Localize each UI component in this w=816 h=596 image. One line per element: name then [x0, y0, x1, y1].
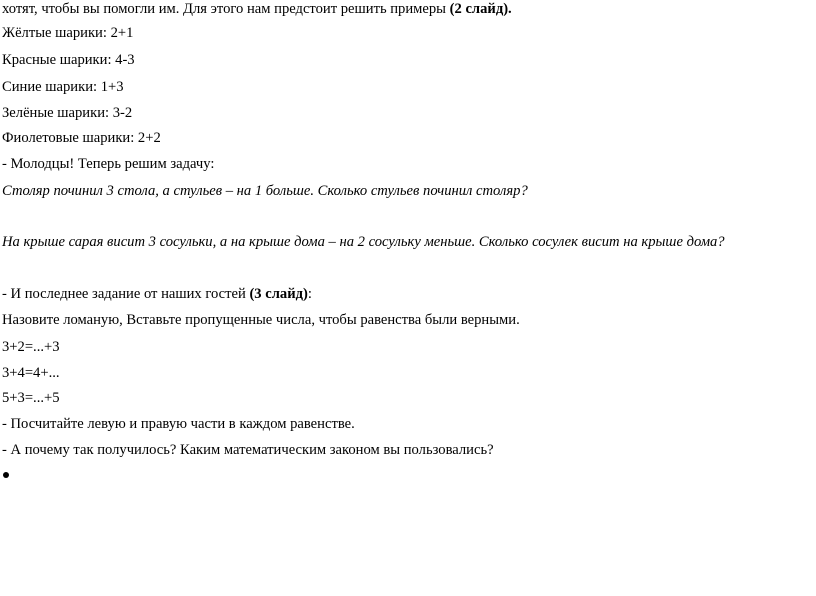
last-task-colon: :: [307, 286, 312, 302]
last-task-text: - И последнее задание от наших гостей: [2, 286, 250, 302]
intro-text: хотят, чтобы вы помогли им. Для этого нам предстоит решить примеры: [2, 1, 450, 17]
example-green: Зелёные шарики: 3-2: [2, 105, 133, 121]
example-blue: Синие шарики: 1+3: [2, 79, 124, 95]
last-task-paragraph: [2, 285, 312, 303]
task-carpenter: Столяр починил 3 стола, а стульев – на 1 больше. Сколько стульев починил столяр?: [2, 183, 528, 199]
intro-slide-reference: (2 слайд).: [449, 1, 512, 17]
equation-2: 3+4=4+...: [2, 365, 60, 381]
task-icicles: На крыше сарая висит 3 сосульки, а на крыше дома – на 2 сосульку меньше. Сколько сосулек висит на крыше дома?: [2, 234, 725, 250]
count-prompt-line: - Посчитайте левую и правую части в каждом равенстве.: [2, 416, 355, 432]
question-line: - А почему так получилось? Каким математическим законом вы пользовались?: [2, 442, 494, 458]
equation-3: 5+3=...+5: [2, 390, 60, 406]
last-task-slide-reference: (3 слайд): [249, 286, 308, 302]
example-yellow: Жёлтые шарики: 2+1: [2, 25, 134, 41]
praise-line: - Молодцы! Теперь решим задачу:: [2, 156, 215, 172]
example-red: Красные шарики: 4-3: [2, 52, 135, 68]
intro-paragraph: [2, 0, 512, 18]
bullet-icon: [3, 472, 9, 478]
instruction-line: Назовите ломаную, Вставьте пропущенные числа, чтобы равенства были верными.: [2, 312, 520, 328]
example-purple: Фиолетовые шарики: 2+2: [2, 130, 161, 146]
equation-1: 3+2=...+3: [2, 339, 60, 355]
